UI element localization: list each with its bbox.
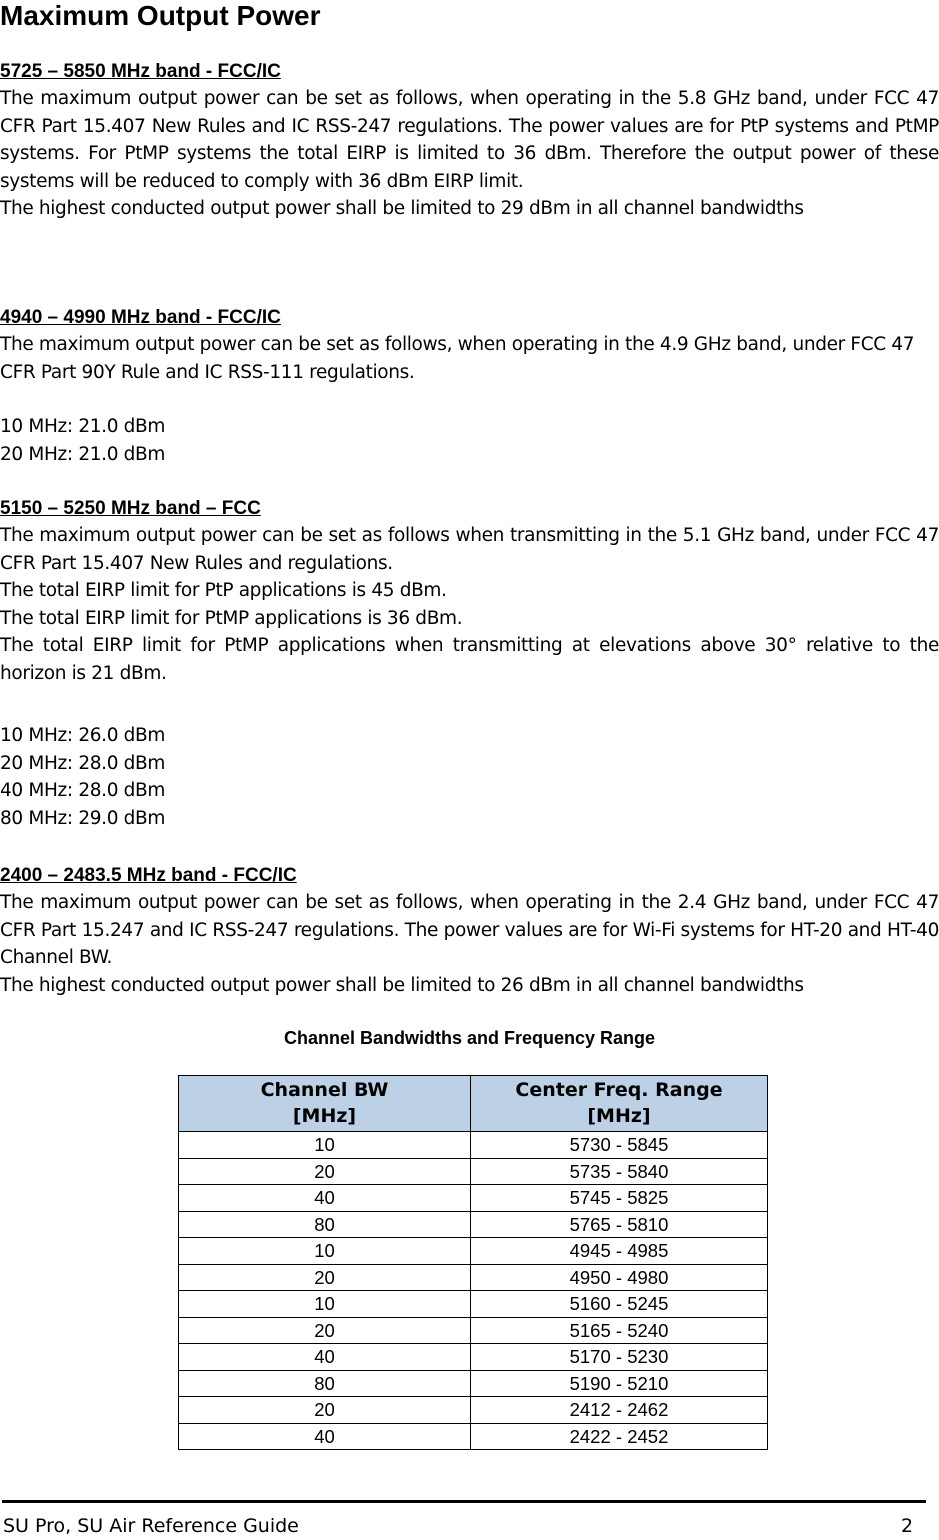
table-row [179,1185,768,1212]
section-2400 [0,864,939,999]
cell-center-freq: 5735 - 5840 [471,1158,768,1185]
section-4900 [0,306,939,468]
cell-center-freq: 2412 - 2462 [471,1397,768,1424]
table-caption: Channel Bandwidths and Frequency Range [283,1028,656,1048]
paragraph: The highest conducted output power shall be limited to 26 dBm in all channel bandwidths [0,974,804,996]
cell-channel-bw: 80 [179,1370,471,1397]
paragraph: The maximum output power can be set as follows when transmitting in the 5.1 GHz band, under FCC 47 CFR Part 15.407 New Rules and regulations. [0,525,939,574]
cell-center-freq: 5745 - 5825 [471,1185,768,1212]
footer-doc-title: SU Pro, SU Air Reference Guide [3,1515,299,1537]
paragraph: The total EIRP limit for PtMP applications when transmitting at elevations above 30° relative to the horizon is 21 dBm. [0,635,939,684]
cell-center-freq: 5160 - 5245 [471,1291,768,1318]
cell-channel-bw: 10 [179,1291,471,1318]
power-value: 20 MHz: 28.0 dBm [0,752,166,774]
footer-divider [2,1500,926,1503]
paragraph: The total EIRP limit for PtMP applications is 36 dBm. [0,607,463,629]
table-header-row [179,1076,768,1132]
table-row [179,1291,768,1318]
channel-bandwidth-table [178,1075,768,1450]
table-row [179,1423,768,1450]
section-heading: 5725 – 5850 MHz band - FCC/IC [0,61,281,82]
section-5800 [0,60,939,223]
table-row [179,1370,768,1397]
section-heading: 4940 – 4990 MHz band - FCC/IC [0,307,281,328]
table-row [179,1158,768,1185]
paragraph: The highest conducted output power shall be limited to 29 dBm in all channel bandwidths [0,198,804,219]
cell-channel-bw: 40 [179,1423,471,1450]
cell-center-freq: 4950 - 4980 [471,1264,768,1291]
cell-center-freq: 5730 - 5845 [471,1132,768,1159]
page-title: Maximum Output Power [0,0,321,31]
paragraph: The maximum output power can be set as follows, when operating in the 5.8 GHz band, under FCC 47 CFR Part 15.407 New Rules and IC RSS-247 regulations. The power values are for PtP systems and PtMP systems. For PtMP systems the total EIRP is limited to 36 dBm. Therefore the output power of these systems will be reduced to comply with 36 dBm EIRP limit. [0,88,939,192]
table-row [179,1211,768,1238]
column-header-channel-bw [179,1076,471,1132]
table-row [179,1264,768,1291]
table-row [179,1132,768,1159]
cell-center-freq: 2422 - 2452 [471,1423,768,1450]
power-value: 20 MHz: 21.0 dBm [0,443,166,465]
cell-channel-bw: 40 [179,1185,471,1212]
table-row [179,1344,768,1371]
cell-center-freq: 5170 - 5230 [471,1344,768,1371]
power-value: 10 MHz: 21.0 dBm [0,416,166,437]
paragraph: The maximum output power can be set as follows, when operating in the 4.9 GHz band, under FCC 47 CFR Part 90Y Rule and IC RSS-111 regulations. [0,334,915,383]
power-value: 80 MHz: 29.0 dBm [0,807,166,829]
cell-channel-bw: 20 [179,1158,471,1185]
cell-center-freq: 4945 - 4985 [471,1238,768,1265]
header-text: Channel BW [MHz] [260,1079,389,1127]
cell-center-freq: 5765 - 5810 [471,1211,768,1238]
cell-channel-bw: 20 [179,1397,471,1424]
table-row [179,1317,768,1344]
cell-channel-bw: 10 [179,1132,471,1159]
cell-center-freq: 5165 - 5240 [471,1317,768,1344]
page-number: 2 [901,1515,914,1537]
cell-channel-bw: 10 [179,1238,471,1265]
cell-channel-bw: 40 [179,1344,471,1371]
paragraph: The total EIRP limit for PtP applications is 45 dBm. [0,580,447,601]
column-header-center-freq [471,1076,768,1132]
cell-channel-bw: 20 [179,1317,471,1344]
cell-channel-bw: 80 [179,1211,471,1238]
power-value: 10 MHz: 26.0 dBm [0,725,166,746]
section-heading: 5150 – 5250 MHz band – FCC [0,498,261,519]
table-body [179,1132,768,1450]
table-row [179,1397,768,1424]
header-text: Center Freq. Range [MHz] [515,1079,723,1127]
table-row [179,1238,768,1265]
section-heading: 2400 – 2483.5 MHz band - FCC/IC [0,865,297,886]
cell-center-freq: 5190 - 5210 [471,1370,768,1397]
cell-channel-bw: 20 [179,1264,471,1291]
section-5100 [0,497,939,832]
power-value: 40 MHz: 28.0 dBm [0,780,166,801]
paragraph: The maximum output power can be set as follows, when operating in the 2.4 GHz band, under FCC 47 CFR Part 15.247 and IC RSS-247 regulations. The power values are for Wi-Fi systems for HT-20 and HT-40 Channel BW. [0,892,939,968]
